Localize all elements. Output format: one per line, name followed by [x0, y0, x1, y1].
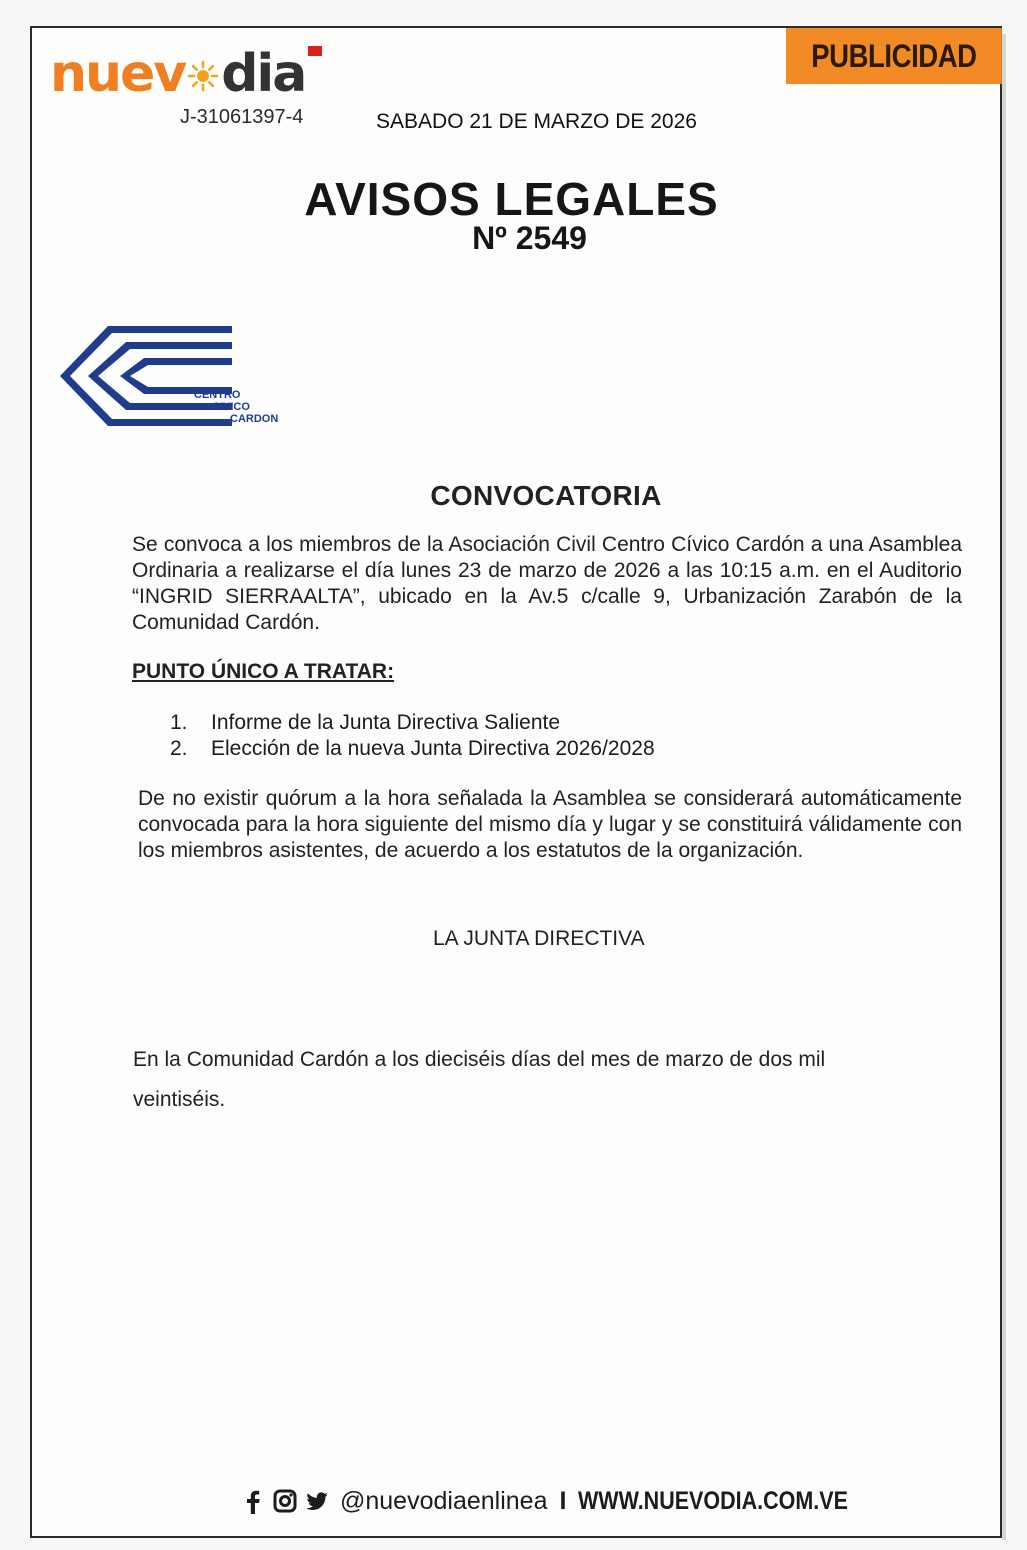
signature-line: LA JUNTA DIRECTIVA [433, 927, 645, 950]
quorum-paragraph: De no existir quórum a la hora señalada la Asamblea se considerará automáticamente convocada para la hora siguiente del mismo día y lugar y se constituirá válidamente con los miembros asistentes, de acuerdo a los estatutos de la organización. [138, 787, 962, 862]
website-link[interactable]: WWW.NUEVODIA.COM.VE [578, 1486, 849, 1515]
list-item-number: 1. [170, 711, 188, 734]
logo-line-cardon: CARDON [230, 413, 279, 425]
brand-left: nuev [50, 44, 186, 104]
centro-civico-cardon-logo [60, 322, 290, 434]
facebook-icon[interactable] [240, 1488, 266, 1514]
footer-bar [240, 1484, 892, 1518]
footer-separator: I [559, 1486, 567, 1515]
points-title: PUNTO ÚNICO A TRATAR: [132, 660, 395, 683]
convocatoria-title: CONVOCATORIA [430, 480, 662, 511]
sun-icon [186, 59, 220, 93]
brand-right: dia [221, 44, 306, 104]
intro-paragraph: Se convoca a los miembros de la Asociación Civil Centro Cívico Cardón a una Asamblea Ordinaria a realizarse el día lunes 23 de marzo de 2026 a las 10:15 a.m. en el Auditorio “INGRID SIERRAALTA”, ubicado en la Av.5 c/calle 9, Urbanización Zarabón de la Comunidad Cardón. [132, 533, 962, 634]
agenda-list [170, 710, 655, 762]
notice-number: Nº 2549 [472, 220, 587, 256]
tax-id: J-31061397-4 [180, 106, 304, 128]
list-item [170, 736, 655, 762]
social-handle[interactable]: @nuevodiaenlinea [340, 1486, 548, 1515]
publicidad-badge: PUBLICIDAD [786, 28, 1002, 84]
list-item-text: Informe de la Junta Directiva Saliente [211, 711, 561, 734]
logo-accent-mark [308, 46, 322, 56]
logo-line-centro: CENTRO [194, 389, 241, 401]
list-item [170, 710, 655, 736]
twitter-icon[interactable] [304, 1488, 330, 1514]
instagram-icon[interactable] [272, 1488, 298, 1514]
list-item-number: 2. [170, 737, 188, 760]
list-item-text: Elección de la nueva Junta Directiva 2026/2028 [211, 737, 655, 760]
closing-paragraph: En la Comunidad Cardón a los dieciséis días del mes de marzo de dos mil veintiséis. [133, 1048, 826, 1111]
nuevodia-logo [50, 44, 340, 104]
section-title: AVISOS LEGALES [304, 173, 719, 225]
section-heading [0, 172, 1027, 257]
publication-date: SABADO 21 DE MARZO DE 2026 [376, 110, 697, 133]
logo-line-civico: CIVICO [212, 401, 250, 413]
